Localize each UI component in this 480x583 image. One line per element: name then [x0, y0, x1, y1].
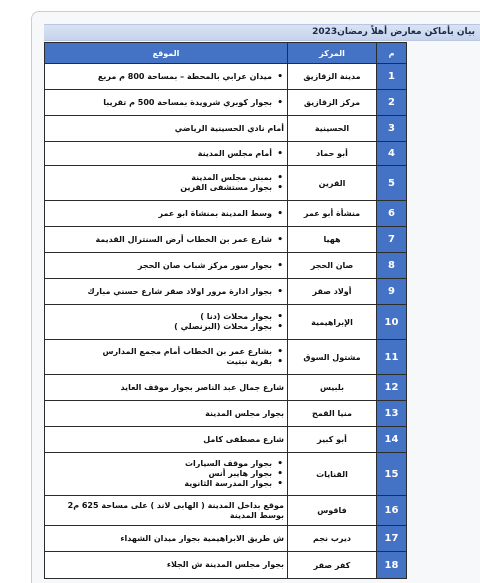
location-bullet-list — [48, 261, 284, 271]
center-name: مركز الزقازيق — [288, 90, 377, 116]
location-item: • ميدان عرابي بالمحطة – بمساحة 800 م مربع — [48, 72, 274, 82]
location-bullet-list — [48, 312, 284, 332]
location-item: • بقرية نبتيت — [48, 357, 274, 367]
location-cell — [45, 279, 288, 305]
location-bullet-list — [48, 173, 284, 193]
row-number: 4 — [377, 142, 407, 166]
table-body — [45, 64, 407, 579]
location-bullet-list — [48, 347, 284, 367]
location-item: • بجوار مستشفى القرين — [48, 183, 274, 193]
location-item: • بجوار سور مركز شباب صان الحجر — [48, 261, 274, 271]
location-item: • بجوار موقف السيارات — [48, 459, 274, 469]
row-number: 7 — [377, 227, 407, 253]
location-item: • بجوار كوبري شرويدة بمساحة 500 م تقريبا — [48, 98, 274, 108]
center-name: القنايات — [288, 453, 377, 496]
location-cell — [45, 201, 288, 227]
row-number: 16 — [377, 496, 407, 526]
row-number: 14 — [377, 427, 407, 453]
center-name: مدينة الزقازيق — [288, 64, 377, 90]
header-center: المركز — [288, 43, 377, 64]
center-name: بلبيس — [288, 375, 377, 401]
location-item: بجوار مجلس المدينة — [205, 408, 284, 418]
location-item: شارع مصطفى كامل — [203, 434, 284, 444]
table-row — [45, 227, 407, 253]
location-item: • شارع عمر بن الخطاب أرض السنترال القديمة — [48, 235, 274, 245]
location-bullet-list — [48, 149, 284, 159]
location-cell — [45, 142, 288, 166]
location-item: ش طريق الابراهيمية بجوار ميدان الشهداء — [120, 533, 284, 543]
center-name: الإبراهيمية — [288, 305, 377, 340]
location-cell — [45, 526, 288, 552]
center-name: ديرب نجم — [288, 526, 377, 552]
table-row — [45, 279, 407, 305]
row-number: 10 — [377, 305, 407, 340]
table-row — [45, 166, 407, 201]
table-row — [45, 552, 407, 579]
location-bullet-list — [48, 235, 284, 245]
location-cell — [45, 90, 288, 116]
table-row — [45, 116, 407, 142]
location-bullet-list — [48, 72, 284, 82]
center-name: فاقوس — [288, 496, 377, 526]
location-cell — [45, 227, 288, 253]
location-cell — [45, 496, 288, 526]
row-number: 3 — [377, 116, 407, 142]
header-num: م — [377, 43, 407, 64]
location-item: • بجوار محلات (البرنصلي ) — [48, 322, 274, 332]
location-item: • بمبنى مجلس المدينة — [48, 173, 274, 183]
location-item: • بجوار هايبر أنس — [48, 469, 274, 479]
row-number: 6 — [377, 201, 407, 227]
header-location: الموقع — [45, 43, 288, 64]
table-row — [45, 375, 407, 401]
row-number: 12 — [377, 375, 407, 401]
location-bullet-list — [48, 459, 284, 489]
location-bullet-list — [48, 98, 284, 108]
table-row — [45, 526, 407, 552]
location-cell — [45, 116, 288, 142]
table-row — [45, 496, 407, 526]
title-bar — [44, 24, 480, 41]
location-item: موقع بداخل المدينة ( الهابى لاند ) على مساحة 625 م2 بوسط المدينة — [67, 500, 284, 520]
row-number: 9 — [377, 279, 407, 305]
table-row — [45, 64, 407, 90]
location-cell — [45, 64, 288, 90]
location-cell — [45, 375, 288, 401]
location-bullet-list — [48, 209, 284, 219]
table-row — [45, 453, 407, 496]
location-cell — [45, 401, 288, 427]
table-row — [45, 427, 407, 453]
center-name: أبو حماد — [288, 142, 377, 166]
location-item: • أمام مجلس المدينة — [48, 149, 274, 159]
row-number: 5 — [377, 166, 407, 201]
table-row — [45, 305, 407, 340]
location-cell — [45, 166, 288, 201]
row-number: 11 — [377, 340, 407, 375]
row-number: 17 — [377, 526, 407, 552]
location-item: • بشارع عمر بن الخطاب أمام مجمع المدارس — [48, 347, 274, 357]
location-item: • بجوار محلات (دنا ) — [48, 312, 274, 322]
location-item: بجوار مجلس المدينة ش الجلاء — [166, 560, 284, 569]
table-header-row — [45, 43, 407, 64]
table-row — [45, 201, 407, 227]
table-row — [45, 90, 407, 116]
location-cell — [45, 340, 288, 375]
center-name: منيا القمح — [288, 401, 377, 427]
table-row — [45, 253, 407, 279]
row-number: 1 — [377, 64, 407, 90]
center-name: أولاد صقر — [288, 279, 377, 305]
table-row — [45, 340, 407, 375]
row-number: 8 — [377, 253, 407, 279]
location-item: • بجوار ادارة مرور اولاد صقر شارع حسني مبارك — [48, 287, 274, 297]
center-name: ههيا — [288, 227, 377, 253]
table-row — [45, 142, 407, 166]
location-cell — [45, 427, 288, 453]
center-name: الحسينية — [288, 116, 377, 142]
center-name: كفر صقر — [288, 552, 377, 579]
location-item: • وسط المدينة بمنشاة ابو عمر — [48, 209, 274, 219]
location-item: أمام نادي الحسينية الرياضي — [174, 123, 284, 133]
page-title: بيان بأماكن معارض أهلاً رمضان2023 — [312, 27, 475, 37]
locations-table — [44, 42, 407, 579]
row-number: 2 — [377, 90, 407, 116]
center-name: منشأة أبو عمر — [288, 201, 377, 227]
table-row — [45, 401, 407, 427]
location-cell — [45, 552, 288, 579]
center-name: صان الحجر — [288, 253, 377, 279]
center-name: مشتول السوق — [288, 340, 377, 375]
location-item: شارع جمال عبد الناصر بجوار موقف العايد — [120, 382, 284, 392]
location-cell — [45, 305, 288, 340]
row-number: 15 — [377, 453, 407, 496]
center-name: القرين — [288, 166, 377, 201]
location-cell — [45, 253, 288, 279]
location-cell — [45, 453, 288, 496]
location-bullet-list — [48, 287, 284, 297]
row-number: 13 — [377, 401, 407, 427]
center-name: أبو كبير — [288, 427, 377, 453]
row-number: 18 — [377, 552, 407, 579]
location-item: • بجوار المدرسة الثانوية — [48, 479, 274, 489]
